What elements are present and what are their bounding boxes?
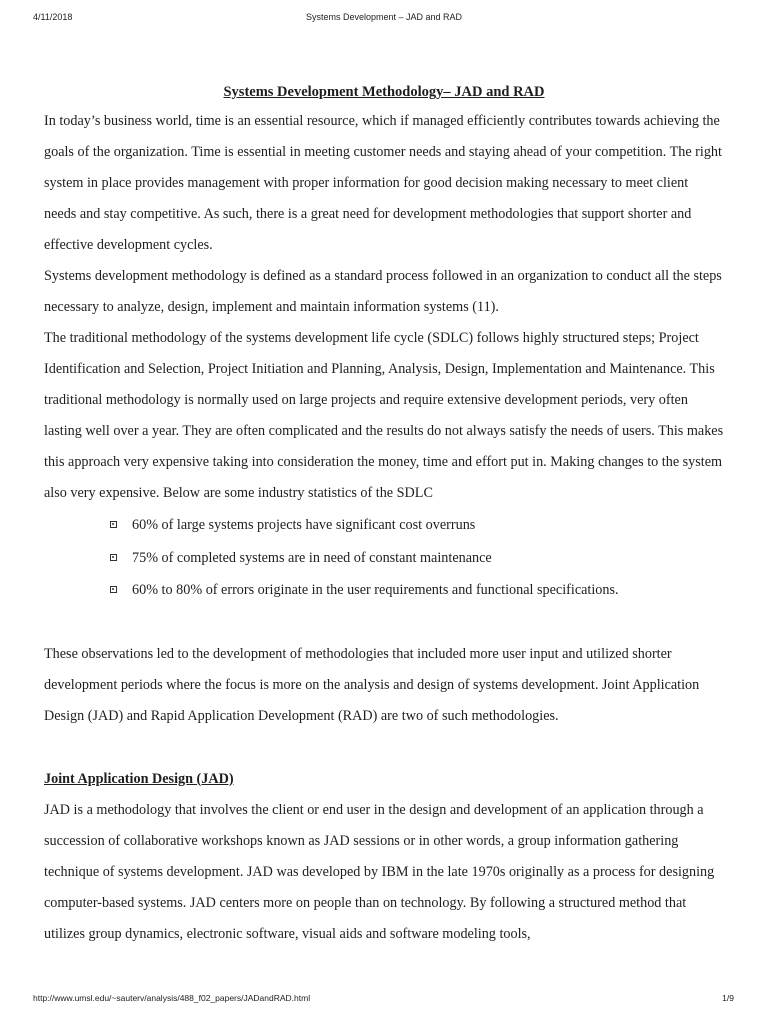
square-bullet-icon bbox=[110, 554, 117, 561]
print-header bbox=[0, 12, 768, 26]
observations-paragraph: These observations led to the development of methodologies that included more user input and utilized shorter development periods where the focus is more on the analysis and design of systems development. Joint Application Design (JAD) and Rapid Application Development (RAD) are two of such methodologies. bbox=[44, 645, 700, 724]
list-item-text: 60% to 80% of errors originate in the user requirements and functional specifications. bbox=[132, 582, 619, 598]
list-item bbox=[110, 509, 724, 542]
definition-paragraph: Systems development methodology is defined as a standard process followed in an organization to conduct all the steps necessary to analyze, design, implement and maintain information systems (11). bbox=[44, 268, 722, 315]
print-url: http://www.umsl.edu/~sauterv/analysis/488_f02_papers/JADandRAD.html bbox=[33, 993, 311, 1003]
intro-paragraph: In today’s business world, time is an essential resource, which if managed efficiently contributes towards achieving the goals of the organization. Time is essential in meeting customer needs and staying ahead of your competition. The right system in place provides management with proper information for good decision making necessary to meet client needs and stay competitive. As such, there is a great need for development methodologies that support shorter and effective development cycles. bbox=[44, 113, 722, 253]
spacer bbox=[44, 732, 724, 764]
page-number: 1/9 bbox=[722, 993, 734, 1003]
print-page-title: Systems Development – JAD and RAD bbox=[305, 12, 463, 22]
list-item bbox=[110, 574, 724, 607]
print-footer bbox=[0, 993, 768, 1007]
list-item-text: 60% of large systems projects have significant cost overruns bbox=[132, 517, 476, 533]
square-bullet-icon bbox=[110, 586, 117, 593]
jad-paragraph: JAD is a methodology that involves the client or end user in the design and development of an application through a succession of collaborative workshops known as JAD sessions or in other words, a group information gathering technique of systems development. JAD was developed by IBM in the late 1970s originally as a process for designing computer-based systems. JAD centers more on people than on technology. By following a structured method that utilizes group dynamics, electronic software, visual aids and software modeling tools, bbox=[44, 801, 715, 942]
jad-section-heading: Joint Application Design (JAD) bbox=[44, 770, 234, 787]
sdlc-paragraph: The traditional methodology of the systems development life cycle (SDLC) follows highly structured steps; Project Identification and Selection, Project Initiation and Planning, Analysis, Design, Implementation and Maintenance. This traditional methodology is normally used on large projects and require extensive development periods, very often lasting well over a year. They are often complicated and the results do not always satisfy the needs of users. This makes this approach very expensive taking into consideration the money, time and effort put in. Making changes to the system also very expensive. Below are some industry statistics of the SDLC bbox=[44, 330, 724, 501]
print-date: 4/11/2018 bbox=[33, 12, 73, 22]
list-item bbox=[110, 542, 724, 575]
list-item-text: 75% of completed systems are in need of constant maintenance bbox=[132, 549, 492, 566]
sdlc-statistics-list bbox=[44, 509, 724, 607]
square-bullet-icon bbox=[110, 521, 117, 528]
spacer bbox=[44, 607, 724, 639]
document-title: Systems Development Methodology– JAD and RAD bbox=[223, 84, 545, 100]
document-body bbox=[44, 78, 724, 950]
